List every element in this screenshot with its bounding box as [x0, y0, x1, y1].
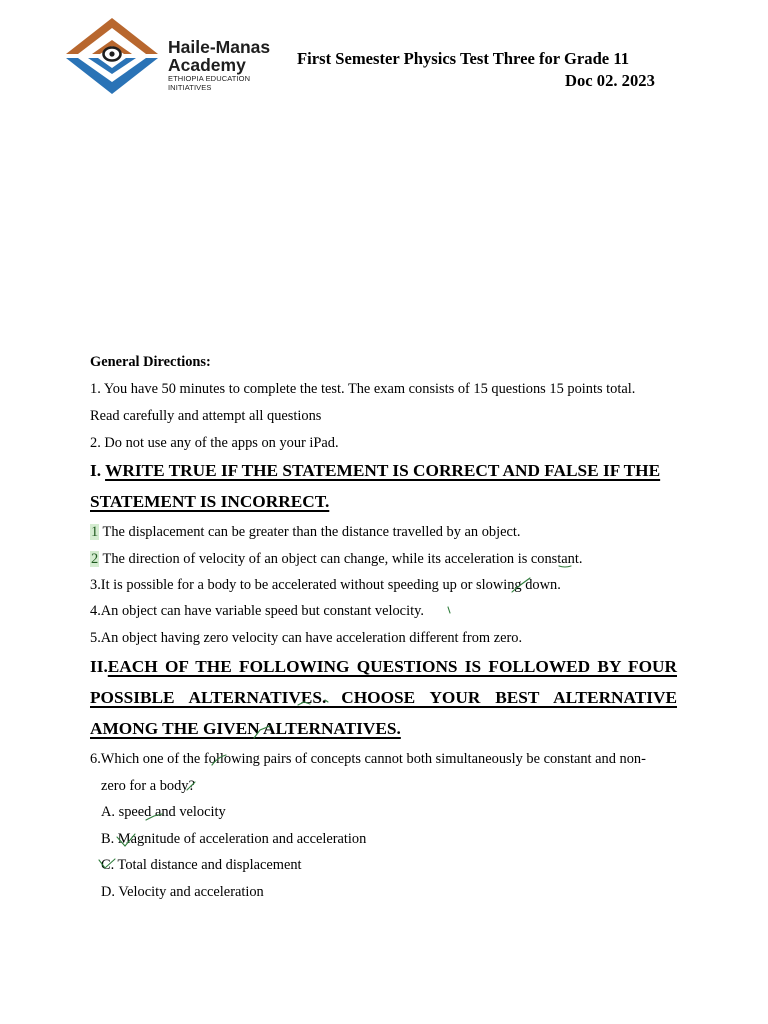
direction-item-2: 2. Do not use any of the apps on your iPad. — [90, 435, 339, 451]
academy-subtitle — [168, 75, 250, 92]
directions-heading: General Directions: — [90, 354, 211, 370]
question-6-continued: zero for a body? — [101, 778, 195, 794]
exam-title: First Semester Physics Test Three for Grade 11 — [297, 49, 629, 68]
section1-heading-text2: STATEMENT IS INCORRECT. — [90, 492, 330, 511]
question-6: 6.Which one of the following pairs of concepts cannot both simultaneously be constant and non- — [90, 751, 646, 767]
academy-subtitle-line2: INITIATIVES — [168, 82, 212, 92]
academy-name-line1: Haile-Manas — [168, 37, 271, 57]
section2-heading-text1: EACH OF THE FOLLOWING QUESTIONS IS FOLLOWED BY FOUR — [107, 657, 677, 676]
option-c: C. Total distance and displacement — [101, 857, 302, 873]
option-b: B. Magnitude of acceleration and acceleration — [101, 831, 367, 847]
direction-item-1: 1. You have 50 minutes to complete the test. The exam consists of 15 questions 15 points total. — [90, 381, 636, 397]
pen-dot-q4 — [448, 607, 450, 613]
exam-date: Doc 02. 2023 — [565, 71, 655, 90]
question-1-number: 1 — [91, 524, 99, 540]
question-2-text: The direction of velocity of an object can change, while its acceleration is constant. — [99, 551, 583, 567]
academy-name — [168, 38, 270, 74]
academy-subtitle-line1: ETHIOPIA EDUCATION — [168, 74, 251, 83]
academy-emblem-icon — [62, 16, 162, 96]
section2-heading-text3: AMONG THE GIVEN ALTERNATIVES. — [90, 719, 401, 738]
question-1-text: The displacement can be greater than the distance travelled by an object. — [99, 524, 521, 540]
section1-prefix: I. — [90, 461, 106, 480]
option-a: A. speed and velocity — [101, 804, 226, 820]
question-4: 4.An object can have variable speed but constant velocity. — [90, 603, 424, 619]
section2-heading-line2 — [90, 688, 677, 708]
section1-heading-line1 — [90, 461, 677, 481]
question-2-number: 2 — [91, 551, 99, 567]
question-2 — [90, 551, 582, 568]
section2-heading-line3 — [90, 719, 677, 739]
direction-item-1-continued: Read carefully and attempt all questions — [90, 408, 322, 424]
question-1 — [90, 524, 520, 541]
section2-prefix: II. — [90, 657, 108, 676]
section1-heading-line2 — [90, 492, 677, 512]
section2-heading-text2: POSSIBLE ALTERNATIVES. CHOOSE YOUR BEST ALTERNATIVE — [90, 688, 677, 707]
academy-name-line2: Academy — [168, 55, 246, 75]
option-d: D. Velocity and acceleration — [101, 884, 264, 900]
question-5: 5.An object having zero velocity can have acceleration different from zero. — [90, 630, 523, 646]
question-3: 3.It is possible for a body to be accelerated without speeding up or slowing down. — [90, 577, 561, 593]
section2-heading-line1 — [90, 657, 677, 677]
school-logo — [62, 16, 287, 100]
section1-heading-text1: WRITE TRUE IF THE STATEMENT IS CORRECT AND FALSE IF THE — [105, 461, 661, 480]
